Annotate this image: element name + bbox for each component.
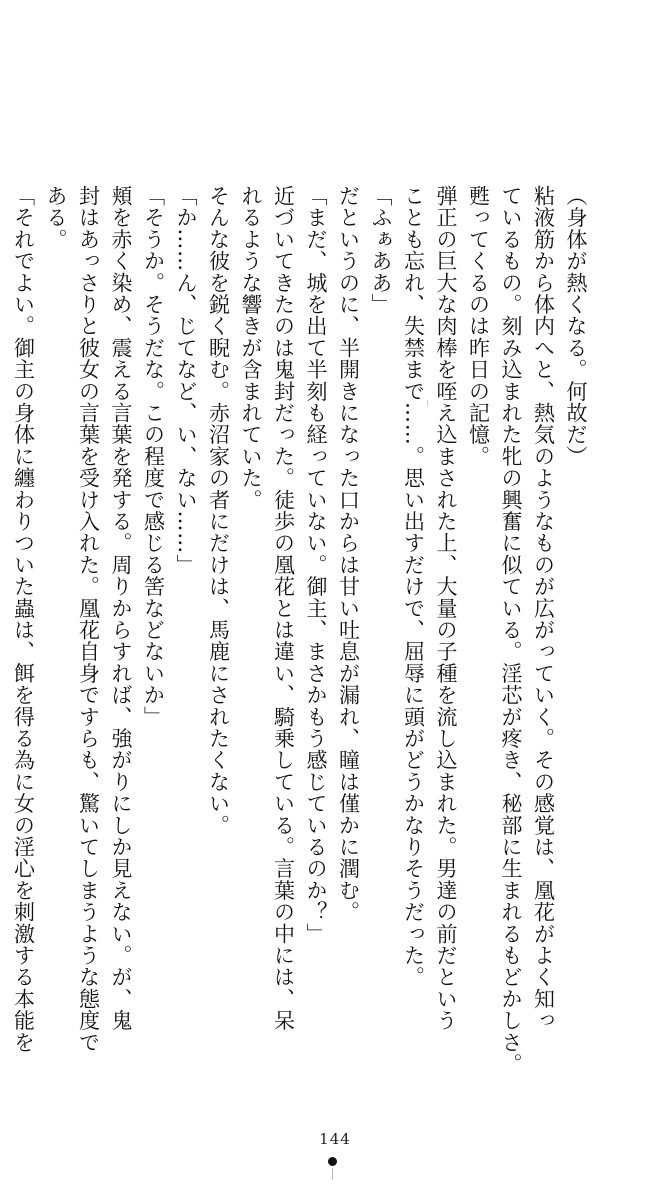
text-line: ているもの。刻み込まれた牝の興奮に似ている。淫芯が疼き、秘部に生まれるもどかしさ。 [499,185,523,1075]
text-line: 封はあっさりと彼女の言葉を受け入れた。凰花自身ですらも、驚いてしまうような態度で [76,185,101,1053]
text-line: ことも忘れ、失禁まで……。思い出すだけで、屈辱に頭がどうかなりそうだった。 [401,185,426,988]
vertical-text-body [11,185,592,1075]
text-line: 近づいてきたのは鬼封だった。徒歩の凰花とは違い、騎乗している。言葉の中には、呆 [271,185,296,1032]
scan-speck [427,400,428,406]
text-line: 「ふぁああ」 [369,185,393,316]
page-marker-dot [328,1157,337,1166]
text-line: 粘液筋から体内へと、熱気のようなものが広がっていく。その感覚は、凰花がよく知っ [531,185,556,1032]
text-line: 「そうか。そうだな。この程度で感じる筈などないか」 [141,185,166,728]
page-marker-tick [332,1168,333,1180]
text-line: 頬を赤く染め、震える言葉を発する。周りからすれば、強がりにしか見えない。が、鬼 [109,185,133,1032]
text-line: 「か……ん、じてなど、い、ない……」 [174,185,198,576]
text-line: そんな彼を鋭く睨む。赤沼家の者にだけは、馬鹿にされたくない。 [206,185,231,836]
page-number: 144 [319,1130,351,1148]
text-line: （身体が熱くなる。何故だ） [564,185,588,468]
text-line: れるような響きが含まれていた。 [239,185,263,511]
text-line: ある。 [44,185,68,251]
text-line: 甦ってくるのは昨日の記憶。 [466,185,491,468]
text-line: 「それでよい。御主の身体に纏わりついた蟲は、餌を得る為に女の淫心を刺激する本能を [11,185,36,1054]
text-line: だというのに、半開きになった口からは甘い吐息が漏れ、瞳は僅かに潤む。 [336,185,361,923]
text-line: 弾正の巨大な肉棒を咥え込まされた上、大量の子種を流し込まれた。男達の前だという [434,185,458,1032]
text-line: 「まだ、城を出て半刻も経っていない。御主、まさかもう感じているのか？」 [304,185,328,945]
